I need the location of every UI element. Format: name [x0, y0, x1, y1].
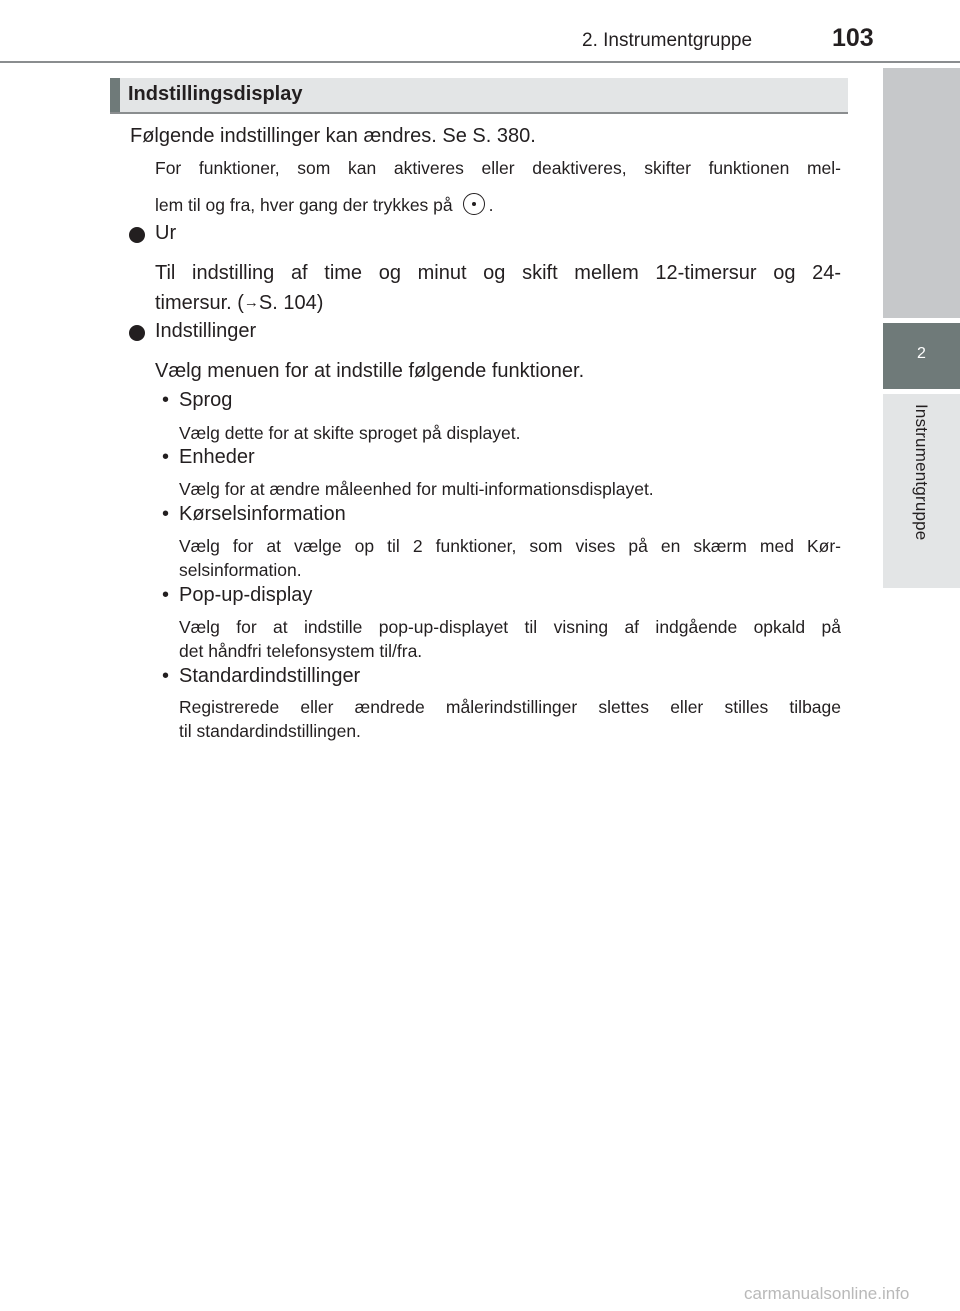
subitem-title-koerselsinformation: Kørselsinformation [179, 503, 346, 525]
subitem-desc-standardindstillinger-2: til standardindstillingen. [179, 721, 361, 741]
page-reference-arrow-icon: → [243, 294, 259, 311]
note-line-2 [155, 193, 494, 216]
subitem-title-sprog: Sprog [179, 389, 233, 411]
note-line-2-text: lem til og fra, hver gang der trykkes på [155, 195, 453, 215]
subitem-bullet: • [162, 503, 170, 525]
subitem-bullet: • [162, 446, 170, 468]
section-title-bar [110, 78, 848, 114]
item-ur-line-2-start: timersur. ( [155, 292, 244, 314]
section-title: Indstillingsdisplay [128, 83, 303, 105]
center-button-icon [463, 193, 485, 215]
subitem-bullet: • [162, 389, 170, 411]
subitem-desc-koerselsinformation-2: selsinformation. [179, 560, 302, 580]
watermark: carmanualsonline.info [744, 1284, 910, 1303]
side-tab-chapter [883, 394, 960, 588]
note-line-2-end: . [488, 195, 494, 215]
subitem-desc-pop-up-display-1: Vælg for at indstille pop-up-displayet til visning af indgående opkald på [179, 617, 841, 637]
section-title-accent [110, 78, 120, 112]
header-divider [0, 61, 960, 63]
subitem-desc-pop-up-display-2: det håndfri telefonsystem til/fra. [179, 641, 423, 661]
item-title-ur: Ur [155, 222, 177, 244]
item-ur-line-1: Til indstilling af time og minut og skift mellem 12-timersur og 24- [155, 262, 841, 284]
item-ur-page-reference: S. 104) [258, 292, 324, 314]
chapter-number-label: 2 [917, 345, 926, 362]
side-tab-chapter-number [883, 323, 960, 389]
subitem-desc-sprog: Vælg dette for at skifte sproget på displayet. [179, 423, 521, 443]
item-ur-line-2 [155, 292, 323, 315]
subitem-bullet: • [162, 584, 170, 606]
bullet-dot-icon [129, 227, 145, 243]
subitem-desc-koerselsinformation-1: Vælg for at vælge op til 2 funktioner, som vises på en skærm med Kør- [179, 536, 841, 556]
subitem-title-pop-up-display: Pop-up-display [179, 584, 313, 606]
subitem-title-standardindstillinger: Standardindstillinger [179, 665, 361, 687]
subitem-title-enheder: Enheder [179, 446, 255, 468]
subitem-desc-enheder: Vælg for at ændre måleenhed for multi-informationsdisplayet. [179, 479, 654, 499]
bullet-dot-icon [129, 325, 145, 341]
page-number: 103 [832, 24, 874, 52]
running-header-section: 2. Instrumentgruppe [582, 30, 753, 51]
item-title-indstillinger: Indstillinger [155, 320, 257, 342]
side-tab-top-block [883, 68, 960, 318]
item-indstillinger-line-1: Vælg menuen for at indstille følgende funktioner. [155, 360, 585, 382]
subitem-desc-standardindstillinger-1: Registrerede eller ændrede målerindstillinger slettes eller stilles tilbage [179, 697, 841, 717]
intro-text: Følgende indstillinger kan ændres. Se S. 380. [130, 125, 536, 147]
subitem-bullet: • [162, 665, 170, 687]
chapter-label: Instrumentgruppe [912, 404, 931, 541]
note-line-1: For funktioner, som kan aktiveres eller deaktiveres, skifter funktionen mel- [155, 158, 841, 178]
